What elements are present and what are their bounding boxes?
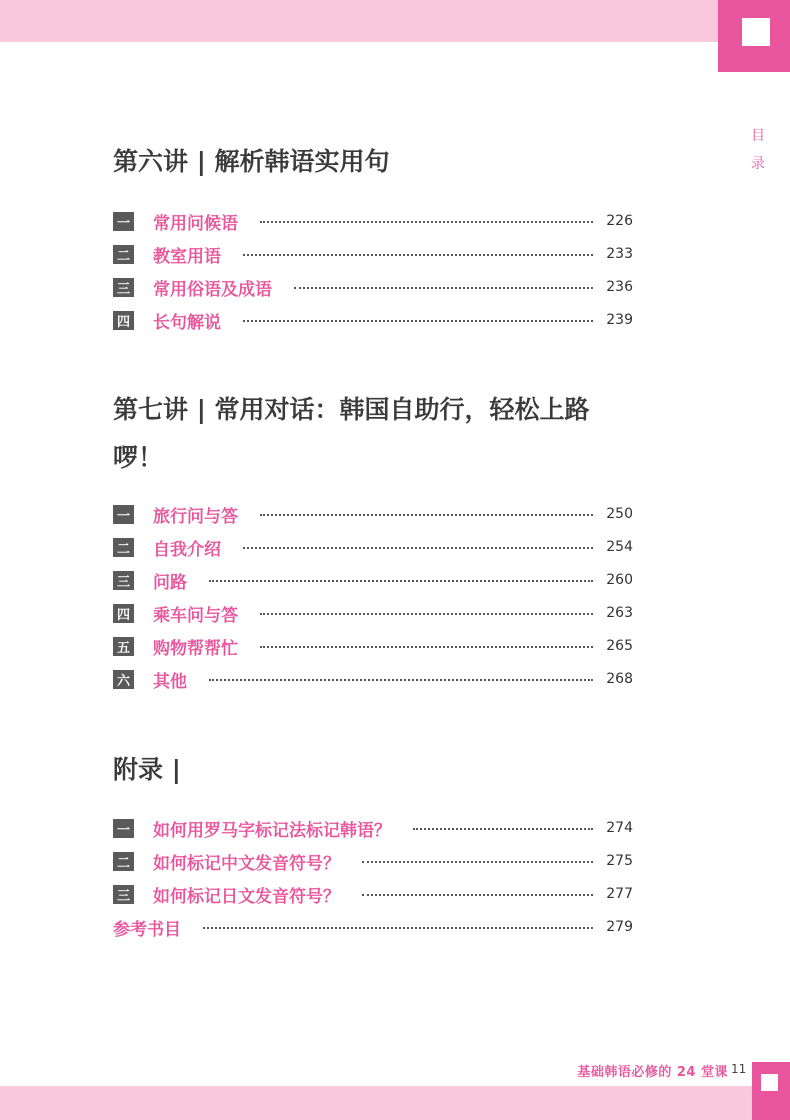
entry-label: 旅行问与答 (153, 506, 238, 527)
chapter-7-title-line2: 啰！ (113, 443, 164, 472)
toc-entry[interactable] (113, 816, 633, 840)
dot-leader (203, 927, 593, 929)
entry-number: 一 (113, 212, 134, 231)
toc-entry[interactable] (113, 882, 633, 906)
dot-leader (294, 287, 593, 289)
toc-entry[interactable] (113, 535, 633, 559)
toc-entry[interactable] (113, 209, 633, 233)
dot-leader (243, 320, 593, 322)
dot-leader (362, 861, 593, 863)
entry-number: 六 (113, 670, 134, 689)
entry-page: 260 (606, 572, 633, 588)
toc-entry[interactable] (113, 568, 633, 592)
corner-decoration-top (718, 0, 790, 72)
toc-entry[interactable] (113, 242, 633, 266)
entry-page: 265 (606, 638, 633, 654)
entry-page: 277 (606, 886, 633, 902)
entry-label: 乘车问与答 (153, 605, 238, 626)
dot-leader (260, 514, 593, 516)
toc-entry[interactable] (113, 849, 633, 873)
entry-page: 275 (606, 853, 633, 869)
entry-number: 二 (113, 538, 134, 557)
entry-page: 239 (606, 312, 633, 328)
chapter-6-title: 第六讲 | 解析韩语实用句 (113, 147, 390, 176)
dot-leader (243, 547, 593, 549)
entry-number: 五 (113, 637, 134, 656)
entry-label: 常用问候语 (153, 213, 238, 234)
top-band (0, 0, 790, 42)
entry-label: 长句解说 (153, 312, 221, 333)
toc-entry[interactable] (113, 502, 633, 526)
entry-page: 268 (606, 671, 633, 687)
entry-page: 274 (606, 820, 633, 836)
dot-leader (362, 894, 593, 896)
entry-number: 四 (113, 604, 134, 623)
dot-leader (243, 254, 593, 256)
dot-leader (209, 580, 593, 582)
side-label-char-2: 录 (751, 156, 765, 172)
entry-number: 四 (113, 311, 134, 330)
corner-square (742, 18, 770, 46)
entry-page: 254 (606, 539, 633, 555)
toc-entry[interactable] (113, 308, 633, 332)
toc-entry[interactable] (113, 915, 633, 939)
dot-leader (260, 646, 593, 648)
toc-entry[interactable] (113, 601, 633, 625)
toc-entry[interactable] (113, 275, 633, 299)
entry-page: 233 (606, 246, 633, 262)
chapter-7-title: 第七讲 | 常用对话：韩国自助行，轻松上路 (113, 395, 590, 424)
entry-page: 226 (606, 213, 633, 229)
side-label-char-1: 目 (751, 128, 765, 144)
dot-leader (260, 613, 593, 615)
footer-book-title: 基础韩语必修的 24 堂课 (577, 1065, 728, 1080)
entry-label: 参考书目 (113, 919, 181, 940)
entry-label: 购物帮帮忙 (153, 638, 238, 659)
appendix-title: 附录 | (113, 755, 181, 784)
entry-page: 279 (606, 919, 633, 935)
entry-page: 263 (606, 605, 633, 621)
entry-number: 一 (113, 819, 134, 838)
entry-number: 三 (113, 278, 134, 297)
entry-number: 二 (113, 852, 134, 871)
dot-leader (260, 221, 593, 223)
entry-number: 三 (113, 885, 134, 904)
entry-label: 常用俗语及成语 (153, 279, 272, 300)
entry-label: 如何标记中文发音符号？ (153, 853, 340, 874)
entry-label: 教室用语 (153, 246, 221, 267)
entry-number: 一 (113, 505, 134, 524)
entry-page: 236 (606, 279, 633, 295)
dot-leader (209, 679, 593, 681)
entry-label: 自我介绍 (153, 539, 221, 560)
footer-page-number: 11 (731, 1062, 747, 1076)
entry-number: 三 (113, 571, 134, 590)
corner-square (761, 1074, 778, 1091)
corner-decoration-bottom (752, 1062, 790, 1120)
entry-label: 如何用罗马字标记法标记韩语？ (153, 820, 391, 841)
bottom-band (0, 1086, 790, 1120)
toc-entry[interactable] (113, 667, 633, 691)
dot-leader (413, 828, 593, 830)
toc-entry[interactable] (113, 634, 633, 658)
entry-page: 250 (606, 506, 633, 522)
entry-number: 二 (113, 245, 134, 264)
side-label-contents (748, 122, 768, 178)
entry-label: 问路 (153, 572, 187, 593)
entry-label: 其他 (153, 671, 187, 692)
entry-label: 如何标记日文发音符号？ (153, 886, 340, 907)
